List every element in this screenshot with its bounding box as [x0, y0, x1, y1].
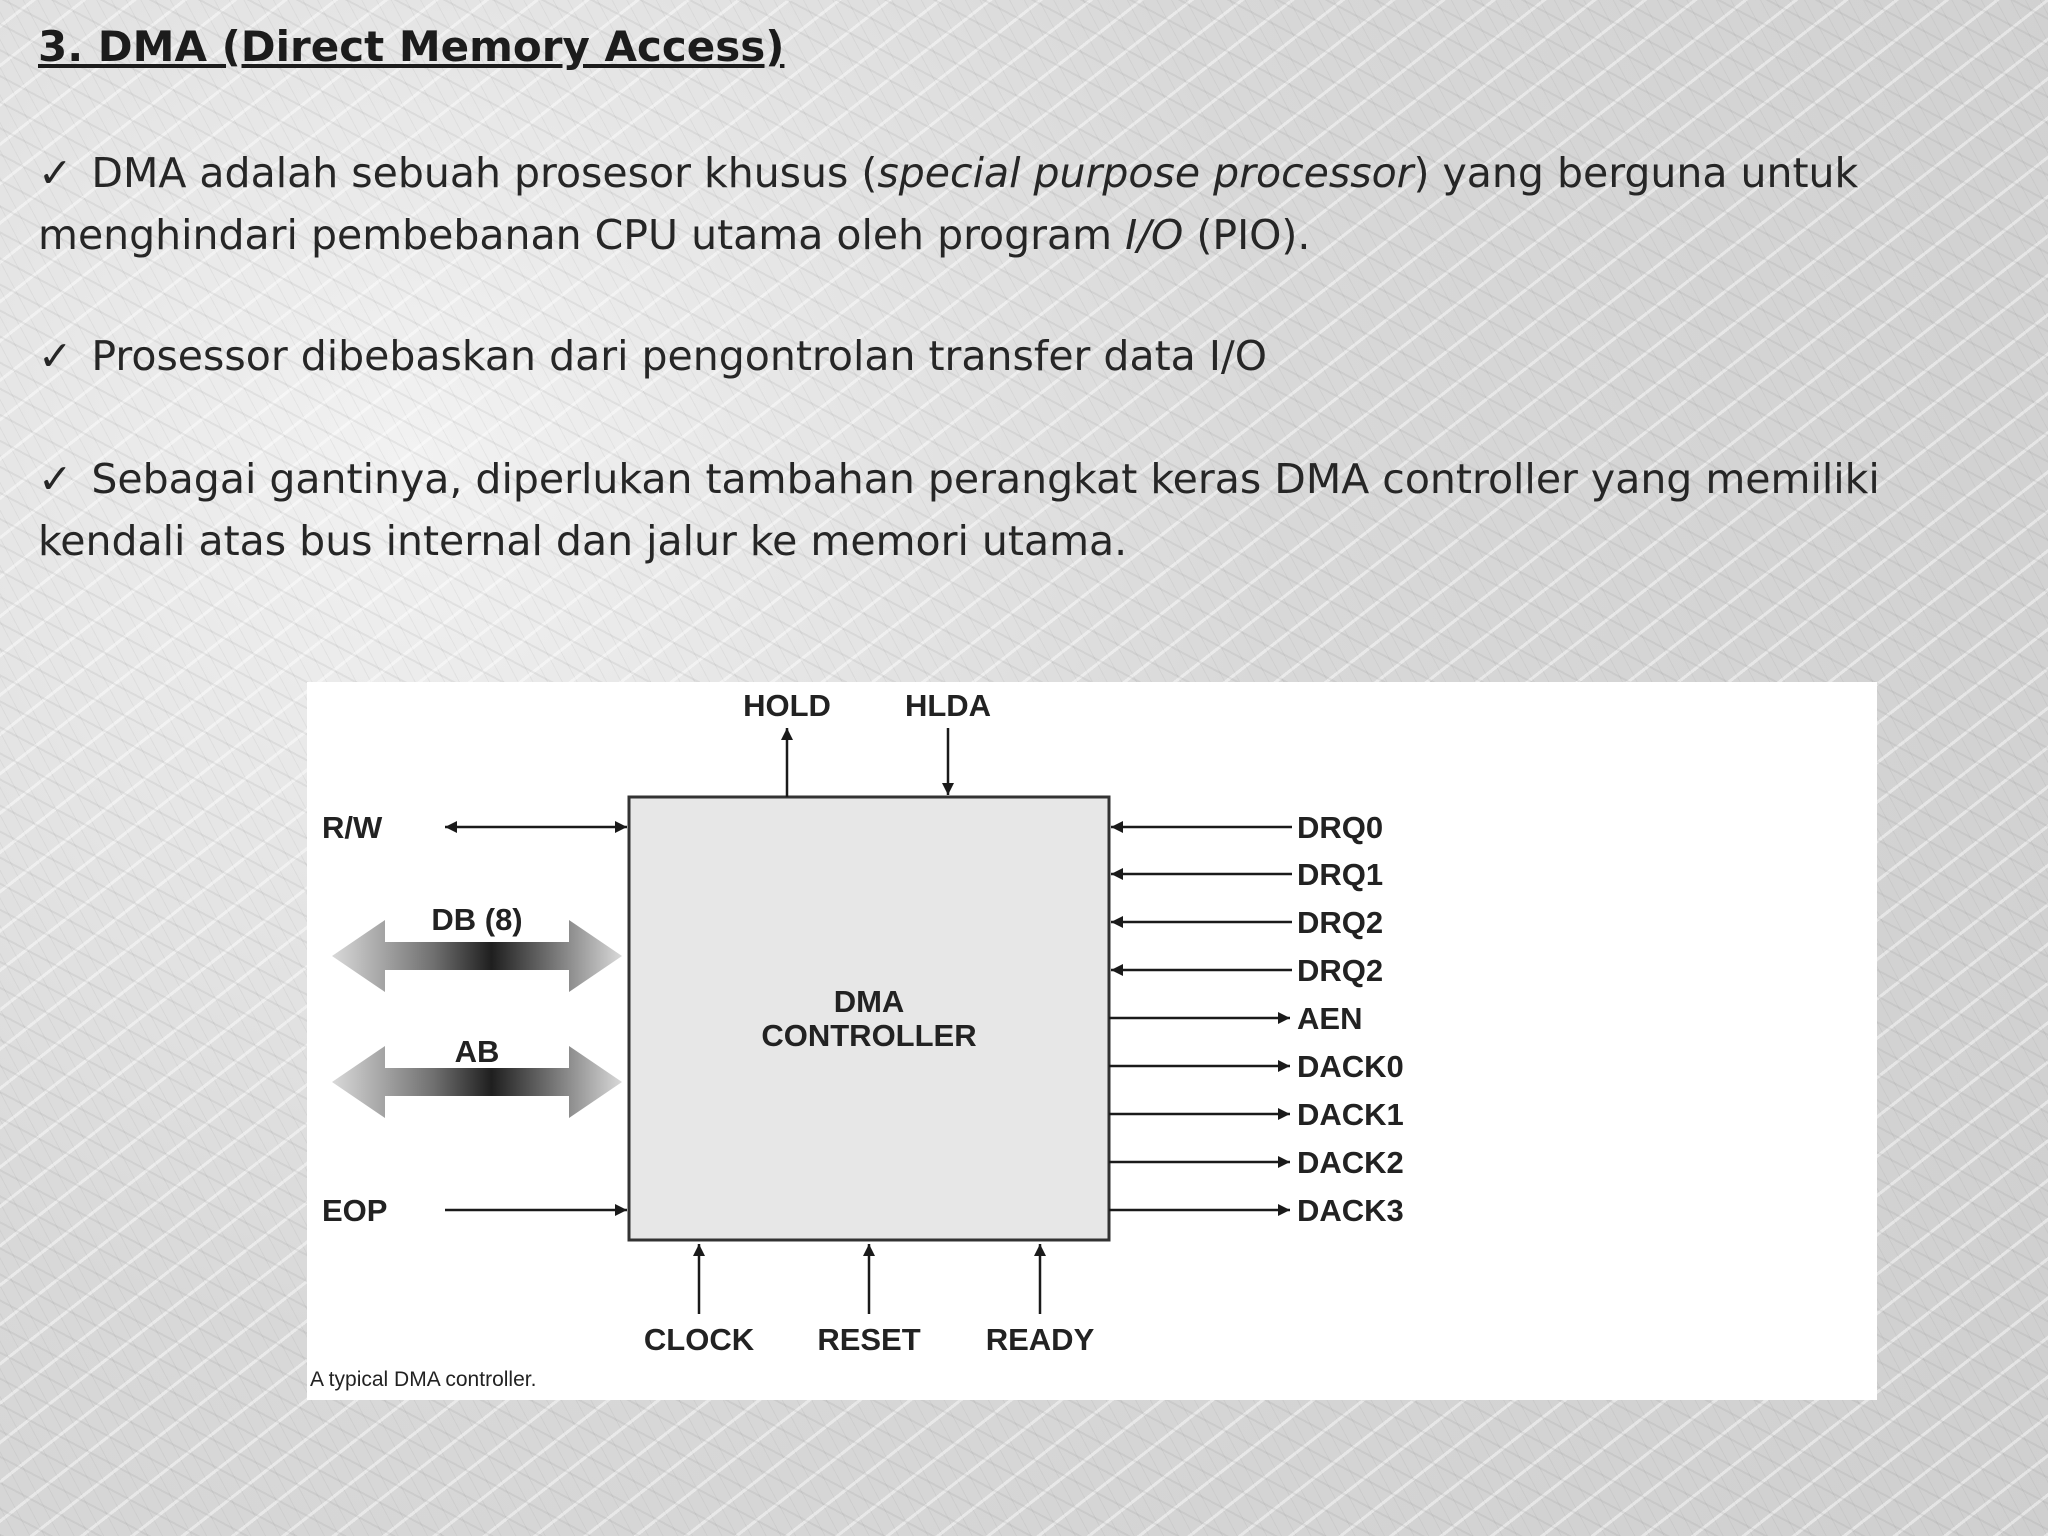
- figure-caption: A typical DMA controller.: [310, 1368, 537, 1391]
- hlda-label: HLDA: [904, 688, 992, 723]
- slide-title: 3. DMA (Direct Memory Access): [38, 22, 785, 71]
- checkmark-icon: ✓: [38, 149, 73, 197]
- eop-label: EOP: [322, 1193, 388, 1228]
- drq3-label: DRQ2: [1297, 953, 1384, 988]
- bullet-italic-term: special purpose processor: [877, 149, 1414, 197]
- drq0-label: DRQ0: [1297, 810, 1384, 845]
- bullet-text: ) yang berguna untuk menghindari pembebanan CPU utama oleh program: [38, 149, 1859, 259]
- block-label-dma: DMA: [833, 984, 905, 1019]
- dma-controller-figure: [307, 682, 1877, 1400]
- bullet-text: Sebagai gantinya, diperlukan tambahan perangkat keras DMA controller yang memiliki kendali atas bus internal dan jalur ke memori utama.: [38, 455, 1880, 565]
- dack2-label: DACK2: [1297, 1145, 1404, 1180]
- bullet-italic-term: I/O: [1125, 211, 1184, 259]
- dack3-label: DACK3: [1297, 1193, 1404, 1228]
- bullet-dma-definition: [38, 142, 1978, 266]
- db-label: DB (8): [431, 902, 523, 937]
- rw-label: R/W: [322, 810, 383, 845]
- drq2-label: DRQ2: [1297, 905, 1384, 940]
- ready-label: READY: [985, 1322, 1095, 1357]
- bullet-dma-hardware: [38, 448, 1978, 572]
- hold-label: HOLD: [743, 688, 831, 723]
- bullet-text: Prosessor dibebaskan dari pengontrolan transfer data I/O: [91, 332, 1267, 380]
- checkmark-icon: ✓: [38, 332, 73, 380]
- checkmark-icon: ✓: [38, 455, 73, 503]
- bullet-text: DMA adalah sebuah prosesor khusus (: [91, 149, 878, 197]
- dack1-label: DACK1: [1297, 1097, 1404, 1132]
- dack0-label: DACK0: [1297, 1049, 1404, 1084]
- aen-label: AEN: [1297, 1001, 1363, 1036]
- drq1-label: DRQ1: [1297, 857, 1384, 892]
- block-label-controller: CONTROLLER: [761, 1018, 977, 1053]
- ab-label: AB: [454, 1034, 500, 1069]
- clock-label: CLOCK: [643, 1322, 755, 1357]
- bullet-processor-freed: [38, 325, 1978, 387]
- reset-label: RESET: [817, 1322, 921, 1357]
- bullet-text: (PIO).: [1183, 211, 1311, 259]
- dma-controller-diagram: [307, 682, 1877, 1400]
